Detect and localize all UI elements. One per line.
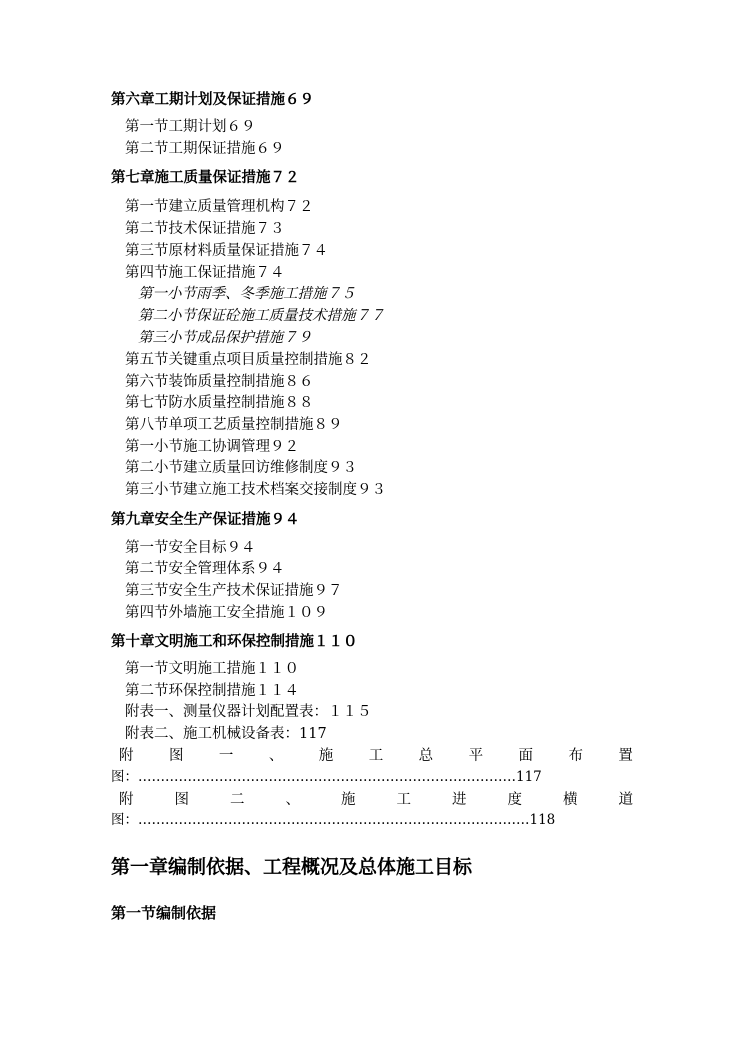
toc-entry[interactable]: 第八节单项工艺质量控制措施８９	[125, 417, 343, 433]
toc-entry[interactable]: 第二节技术保证措施７３	[125, 221, 285, 237]
toc-entry[interactable]: 第七节防水质量控制措施８８	[125, 395, 314, 411]
toc-subentry[interactable]: 第三小节成品保护措施７９	[138, 330, 312, 346]
toc-char: 道	[618, 792, 633, 808]
toc-figure-2-continuation[interactable]: 图：……………………………………………………………………………118	[111, 812, 556, 828]
toc-char: 、	[268, 748, 284, 764]
toc-char: 总	[418, 748, 434, 764]
toc-char: 施	[318, 748, 334, 764]
toc-subentry[interactable]: 第一小节雨季、冬季施工措施７５	[138, 286, 356, 302]
toc-entry[interactable]: 第六节装饰质量控制措施８６	[125, 374, 314, 390]
toc-char: 附	[119, 792, 134, 808]
toc-figure-2-line[interactable]	[119, 790, 633, 810]
toc-entry[interactable]: 附表二、施工机械设备表：117	[125, 726, 327, 742]
toc-entry[interactable]: 第二节环保控制措施１１４	[125, 683, 299, 699]
toc-char: 一	[218, 748, 234, 764]
toc-chapter-7[interactable]: 第七章施工质量保证措施７２	[111, 169, 300, 186]
toc-char: 图	[174, 792, 189, 808]
toc-char: 施	[341, 792, 356, 808]
toc-subentry[interactable]: 第二小节保证砼施工质量技术措施７７	[138, 308, 385, 324]
toc-entry[interactable]: 第五节关键重点项目质量控制措施８２	[125, 352, 372, 368]
toc-entry[interactable]: 第四节施工保证措施７４	[125, 265, 285, 281]
toc-entry[interactable]: 第一节文明施工措施１１０	[125, 661, 299, 677]
toc-chapter-6[interactable]: 第六章工期计划及保证措施６９	[111, 91, 314, 108]
section-heading: 第一节编制依据	[111, 904, 217, 922]
toc-entry[interactable]: 第三节安全生产技术保证措施９７	[125, 583, 343, 599]
toc-char: 面	[518, 748, 533, 764]
toc-char: 横	[563, 792, 578, 808]
toc-char: 平	[468, 748, 484, 764]
toc-entry[interactable]: 第一节工期计划６９	[125, 119, 256, 135]
toc-chapter-10[interactable]: 第十章文明施工和环保控制措施１１０	[111, 633, 358, 650]
toc-char: 置	[618, 748, 633, 764]
toc-char: 度	[507, 792, 522, 808]
toc-char: 进	[452, 792, 467, 808]
toc-entry[interactable]: 第二节工期保证措施６９	[125, 141, 285, 157]
chapter-heading: 第一章编制依据、工程概况及总体施工目标	[111, 856, 473, 878]
toc-entry[interactable]: 附表一、测量仪器计划配置表：１１５	[125, 704, 372, 720]
toc-char: 附	[119, 748, 134, 764]
toc-char: 布	[568, 748, 583, 764]
toc-char: 工	[396, 792, 411, 808]
toc-entry[interactable]: 第二节安全管理体系９４	[125, 561, 285, 577]
toc-figure-1-line[interactable]	[119, 746, 633, 766]
toc-entry[interactable]: 第一节建立质量管理机构７２	[125, 199, 314, 215]
toc-entry[interactable]: 第四节外墙施工安全措施１０９	[125, 605, 328, 621]
toc-chapter-9[interactable]: 第九章安全生产保证措施９４	[111, 511, 300, 528]
toc-entry[interactable]: 第二小节建立质量回访维修制度９３	[125, 460, 357, 476]
toc-entry[interactable]: 第三小节建立施工技术档案交接制度９３	[125, 482, 386, 498]
toc-entry[interactable]: 第一小节施工协调管理９２	[125, 439, 299, 455]
toc-char: 图	[168, 748, 184, 764]
toc-figure-1-continuation[interactable]: 图：…………………………………………………………………………117	[111, 769, 542, 785]
toc-char: 工	[368, 748, 384, 764]
toc-char: 二	[230, 792, 245, 808]
toc-entry[interactable]: 第一节安全目标９４	[125, 540, 256, 556]
toc-entry[interactable]: 第三节原材料质量保证措施７４	[125, 243, 328, 259]
toc-char: 、	[285, 792, 300, 808]
